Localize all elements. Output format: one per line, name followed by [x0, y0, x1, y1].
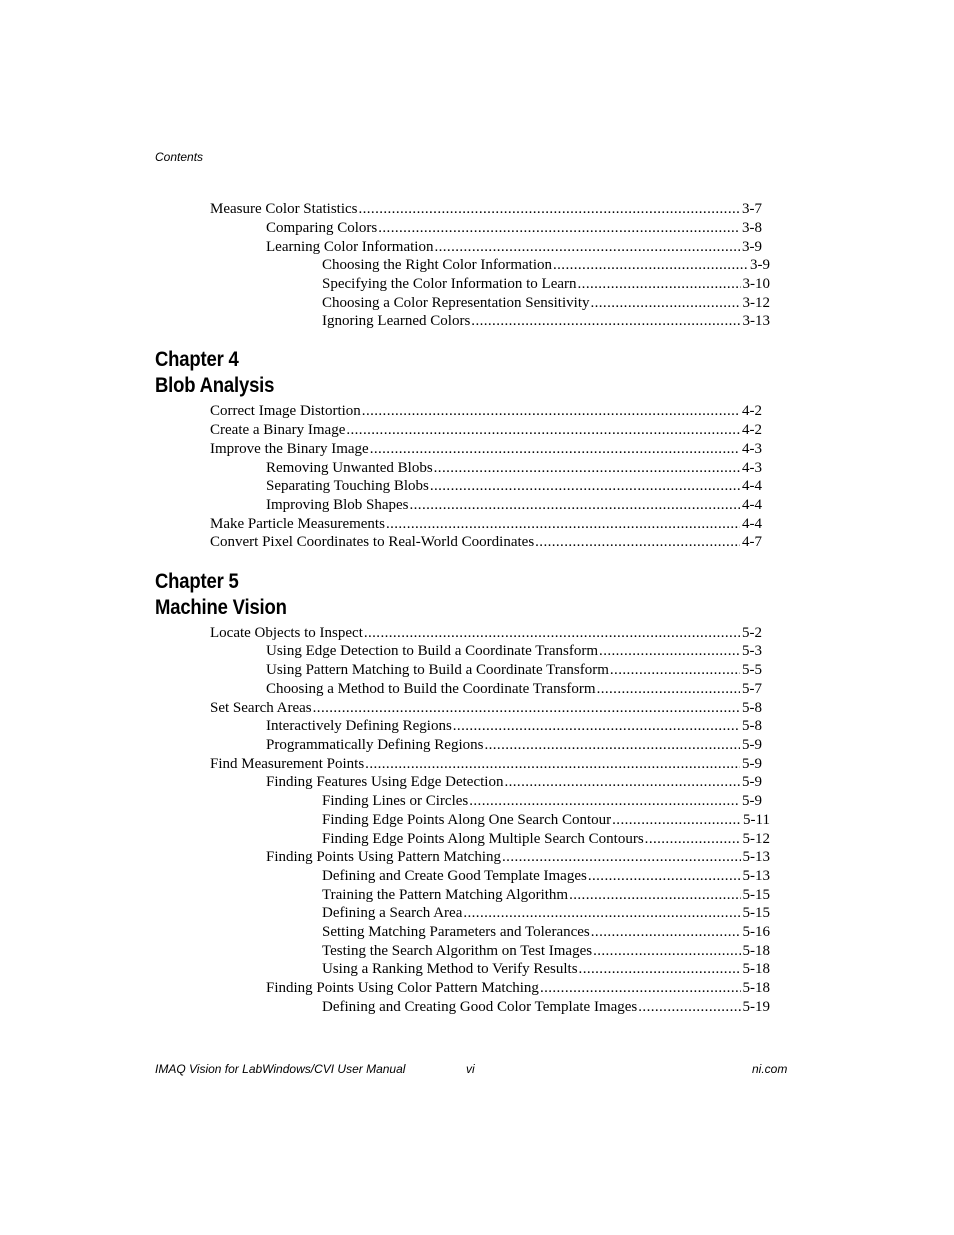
toc-entry-page: 5-7 — [742, 681, 762, 697]
toc-entry[interactable] — [210, 624, 762, 643]
toc-entry-page: 5-11 — [743, 812, 770, 828]
toc-entry[interactable] — [266, 661, 762, 680]
toc-entry-title: Find Measurement Points — [210, 756, 365, 772]
footer-manual-title: IMAQ Vision for LabWindows/CVI User Manual — [155, 1062, 406, 1076]
dot-leader — [378, 219, 740, 238]
footer-website[interactable]: ni.com — [752, 1062, 788, 1076]
toc-entry-title: Choosing a Color Representation Sensitivity — [322, 295, 590, 311]
dot-leader — [535, 533, 740, 552]
toc-entry-title: Defining and Creating Good Color Template Images — [322, 999, 638, 1015]
toc-entry-title: Using Edge Detection to Build a Coordinate Transform — [266, 643, 599, 659]
toc-entry-title: Specifying the Color Information to Learn — [322, 276, 577, 292]
toc-entry-title: Ignoring Learned Colors — [322, 313, 471, 329]
toc-entry-page: 4-2 — [742, 403, 762, 419]
dot-leader — [471, 312, 740, 331]
toc-entry-page: 5-13 — [742, 849, 770, 865]
dot-leader — [578, 275, 741, 294]
dot-leader — [569, 886, 740, 905]
running-head: Contents — [155, 150, 204, 164]
toc-entry-page: 4-7 — [742, 534, 762, 550]
toc-entry-title: Using a Ranking Method to Verify Results — [322, 961, 578, 977]
toc-entry[interactable] — [266, 238, 762, 257]
toc-entry[interactable] — [266, 680, 762, 699]
dot-leader — [430, 477, 740, 496]
toc-entry[interactable] — [322, 256, 770, 275]
chapter-heading — [155, 569, 287, 621]
toc-entry-page: 3-7 — [742, 201, 762, 217]
toc-entry[interactable] — [322, 960, 770, 979]
toc-entry[interactable] — [266, 219, 762, 238]
toc-entry-title: Improve the Binary Image — [210, 441, 369, 457]
toc-entry[interactable] — [322, 275, 770, 294]
toc-entry-page: 5-15 — [742, 887, 770, 903]
dot-leader — [599, 642, 740, 661]
dot-leader — [553, 256, 748, 275]
dot-leader — [463, 904, 740, 923]
dot-leader — [591, 923, 741, 942]
toc-entry-title: Finding Points Using Pattern Matching — [266, 849, 502, 865]
dot-leader — [638, 998, 740, 1017]
toc-entry-page: 3-9 — [742, 239, 762, 255]
dot-leader — [484, 736, 740, 755]
toc-entry-page: 5-9 — [742, 756, 762, 772]
toc-entry-page: 4-4 — [742, 478, 762, 494]
dot-leader — [588, 867, 741, 886]
toc-entry-title: Training the Pattern Matching Algorithm — [322, 887, 569, 903]
toc-entry[interactable] — [266, 979, 770, 998]
dot-leader — [370, 440, 740, 459]
dot-leader — [362, 402, 740, 421]
toc-entry-page: 3-10 — [742, 276, 770, 292]
toc-entry[interactable] — [266, 477, 762, 496]
toc-entry[interactable] — [210, 402, 762, 421]
toc-entry-page: 5-18 — [742, 961, 770, 977]
dot-leader — [645, 830, 741, 849]
toc-entry[interactable] — [210, 533, 762, 552]
toc-entry[interactable] — [210, 200, 762, 219]
toc-entry-page: 4-4 — [742, 516, 762, 532]
toc-entry-page: 3-9 — [750, 257, 770, 273]
dot-leader — [386, 515, 740, 534]
chapter-label: Chapter 4 — [155, 348, 239, 371]
chapter-heading — [155, 347, 274, 399]
toc-entry[interactable] — [322, 312, 770, 331]
toc-entry-page: 5-9 — [742, 737, 762, 753]
toc-entry[interactable] — [266, 496, 762, 515]
toc-entry-title: Finding Edge Points Along Multiple Search Contours — [322, 831, 644, 847]
toc-entry-page: 5-19 — [742, 999, 770, 1015]
toc-entry-page: 5-16 — [742, 924, 770, 940]
toc-entry-title: Finding Features Using Edge Detection — [266, 774, 504, 790]
toc-entry-page: 5-2 — [742, 625, 762, 641]
toc-entry-page: 5-5 — [742, 662, 762, 678]
toc-entry[interactable] — [266, 736, 762, 755]
footer-page-number: vi — [466, 1062, 475, 1076]
dot-leader — [579, 960, 741, 979]
toc-entry-title: Make Particle Measurements — [210, 516, 385, 532]
toc-entry-page: 5-15 — [742, 905, 770, 921]
toc-entry[interactable] — [322, 942, 770, 961]
toc-entry-page: 5-13 — [742, 868, 770, 884]
toc-entry-title: Separating Touching Blobs — [266, 478, 429, 494]
toc-entry[interactable] — [210, 699, 762, 718]
dot-leader — [434, 238, 740, 257]
toc-entry-page: 5-18 — [742, 980, 770, 996]
toc-entry[interactable] — [322, 886, 770, 905]
toc-entry-title: Finding Points Using Color Pattern Matching — [266, 980, 539, 996]
dot-leader — [612, 811, 741, 830]
dot-leader — [346, 421, 740, 440]
toc-entry[interactable] — [266, 773, 762, 792]
toc-entry-title: Learning Color Information — [266, 239, 434, 255]
dot-leader — [364, 624, 740, 643]
toc-entry[interactable] — [210, 755, 762, 774]
dot-leader — [469, 792, 740, 811]
toc-entry-page: 5-9 — [742, 793, 762, 809]
toc-entry-title: Create a Binary Image — [210, 422, 346, 438]
toc-entry-title: Measure Color Statistics — [210, 201, 358, 217]
toc-entry-title: Locate Objects to Inspect — [210, 625, 363, 641]
toc-entry-page: 5-9 — [742, 774, 762, 790]
toc-entry[interactable] — [322, 811, 770, 830]
dot-leader — [540, 979, 741, 998]
dot-leader — [502, 848, 740, 867]
toc-entry[interactable] — [322, 904, 770, 923]
toc-entry[interactable] — [266, 642, 762, 661]
dot-leader — [434, 459, 740, 478]
toc-entry-title: Comparing Colors — [266, 220, 378, 236]
chapter-title: Blob Analysis — [155, 374, 275, 397]
toc-entry[interactable] — [210, 421, 762, 440]
toc-entry-page: 4-3 — [742, 460, 762, 476]
toc-entry-title: Removing Unwanted Blobs — [266, 460, 433, 476]
toc-entry-title: Finding Lines or Circles — [322, 793, 469, 809]
toc-entry-title: Choosing a Method to Build the Coordinate Transform — [266, 681, 596, 697]
toc-entry[interactable] — [266, 459, 762, 478]
toc-entry-title: Choosing the Right Color Information — [322, 257, 552, 273]
toc-entry-title: Interactively Defining Regions — [266, 718, 452, 734]
toc-entry[interactable] — [322, 294, 770, 313]
toc-entry[interactable] — [322, 830, 770, 849]
chapter-label: Chapter 5 — [155, 570, 239, 593]
toc-entry-page: 5-3 — [742, 643, 762, 659]
toc-entry-title: Setting Matching Parameters and Tolerances — [322, 924, 590, 940]
toc-entry-page: 5-8 — [742, 700, 762, 716]
toc-entry-title: Correct Image Distortion — [210, 403, 361, 419]
toc-entry[interactable] — [210, 440, 762, 459]
toc-entry-page: 3-12 — [742, 295, 770, 311]
toc-entry-title: Using Pattern Matching to Build a Coordinate Transform — [266, 662, 609, 678]
toc-entry-title: Testing the Search Algorithm on Test Images — [322, 943, 593, 959]
dot-leader — [610, 661, 740, 680]
toc-entry-title: Convert Pixel Coordinates to Real-World Coordinates — [210, 534, 535, 550]
toc-entry-page: 5-18 — [742, 943, 770, 959]
dot-leader — [597, 680, 740, 699]
toc-entry-title: Programmatically Defining Regions — [266, 737, 484, 753]
toc-entry-page: 4-4 — [742, 497, 762, 513]
toc-entry[interactable] — [266, 848, 770, 867]
toc-entry[interactable] — [322, 867, 770, 886]
toc-entry-title: Defining and Create Good Template Images — [322, 868, 587, 884]
dot-leader — [593, 942, 740, 961]
dot-leader — [453, 717, 740, 736]
dot-leader — [365, 755, 740, 774]
dot-leader — [590, 294, 740, 313]
toc-entry-page: 5-12 — [742, 831, 770, 847]
dot-leader — [504, 773, 740, 792]
toc-entry[interactable] — [322, 923, 770, 942]
toc-entry-page: 5-8 — [742, 718, 762, 734]
toc-entry-page: 3-8 — [742, 220, 762, 236]
dot-leader — [410, 496, 741, 515]
toc-entry-title: Finding Edge Points Along One Search Contour — [322, 812, 612, 828]
chapter-title: Machine Vision — [155, 596, 287, 619]
toc-entry-title: Set Search Areas — [210, 700, 312, 716]
toc-entry-page: 4-2 — [742, 422, 762, 438]
toc-entry[interactable] — [322, 998, 770, 1017]
toc-entry[interactable] — [322, 792, 762, 811]
toc-entry-title: Improving Blob Shapes — [266, 497, 409, 513]
toc-entry-page: 3-13 — [742, 313, 770, 329]
dot-leader — [358, 200, 740, 219]
toc-entry-title: Defining a Search Area — [322, 905, 463, 921]
toc-entry-page: 4-3 — [742, 441, 762, 457]
toc-entry[interactable] — [210, 515, 762, 534]
dot-leader — [313, 699, 740, 718]
toc-entry[interactable] — [266, 717, 762, 736]
